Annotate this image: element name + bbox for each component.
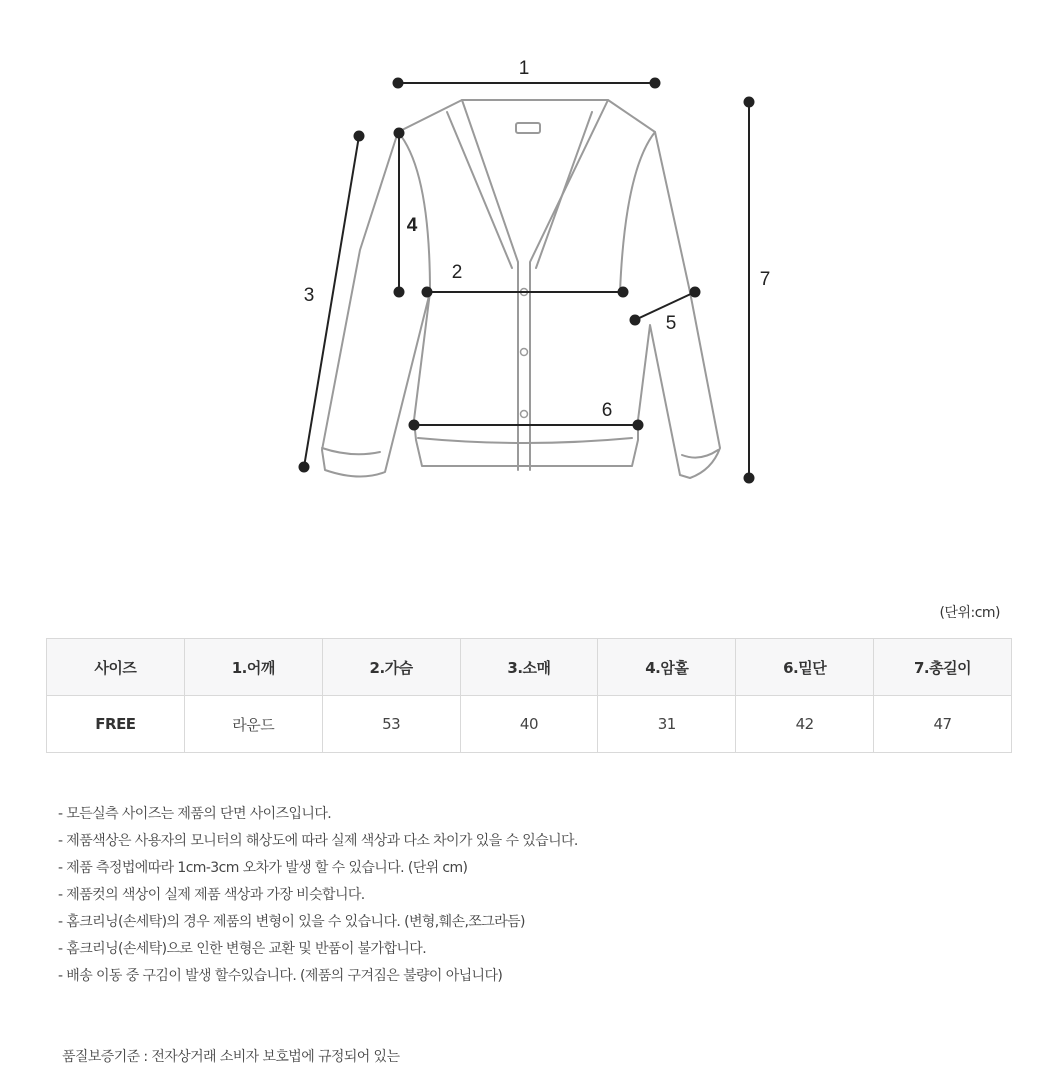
size-table — [46, 638, 1012, 753]
cell-total-length: 47 — [874, 696, 1012, 753]
measure-dot — [394, 79, 403, 88]
cell-chest: 53 — [322, 696, 460, 753]
measure-label-3: 3 — [303, 285, 315, 306]
measure-dot — [410, 421, 419, 430]
note-item: - 제품색상은 사용자의 모니터의 해상도에 따라 실제 색상과 다소 차이가 있을 수 있습니다. — [58, 833, 578, 849]
measure-dot — [355, 132, 364, 141]
note-item: - 배송 이동 중 구김이 발생 할수있습니다. (제품의 구겨짐은 불량이 아닙니다) — [58, 968, 503, 984]
table-row — [47, 696, 1012, 753]
header-hem: 6.밑단 — [736, 639, 874, 696]
measure-dot — [634, 421, 643, 430]
cell-hem: 42 — [736, 696, 874, 753]
measurement-lines — [300, 79, 754, 483]
measure-dot — [395, 288, 404, 297]
header-armhole: 4.암홀 — [598, 639, 736, 696]
header-total-length: 7.총길이 — [874, 639, 1012, 696]
header-shoulder: 1.어깨 — [184, 639, 322, 696]
measure-dot — [745, 98, 754, 107]
table-header-row — [47, 639, 1012, 696]
measure-dot — [619, 288, 628, 297]
measure-label-6: 6 — [601, 400, 613, 421]
header-size: 사이즈 — [47, 639, 185, 696]
measure-dot — [651, 79, 660, 88]
note-item: - 제품 측정법에따라 1cm-3cm 오차가 발생 할 수 있습니다. (단위 cm) — [58, 860, 468, 876]
measure-dot — [745, 474, 754, 483]
cardigan-buttons — [521, 289, 528, 418]
button-dot — [521, 349, 528, 356]
header-chest: 2.가슴 — [322, 639, 460, 696]
header-sleeve: 3.소매 — [460, 639, 598, 696]
button-dot — [521, 411, 528, 418]
unit-label: (단위:cm) — [939, 605, 1000, 621]
measure-dot — [395, 129, 404, 138]
cell-sleeve: 40 — [460, 696, 598, 753]
measure-label-2: 2 — [451, 262, 463, 283]
note-item: - 모든실측 사이즈는 제품의 단면 사이즈입니다. — [58, 806, 332, 822]
measure-label-7: 7 — [759, 269, 771, 290]
quality-guarantee-note: 품질보증기준 : 전자상거래 소비자 보호법에 규정되어 있는 — [62, 1049, 400, 1065]
measure-dot — [691, 288, 700, 297]
cell-size: FREE — [47, 696, 185, 753]
measure-dot — [423, 288, 432, 297]
measure-label-1: 1 — [518, 58, 530, 79]
cell-armhole: 31 — [598, 696, 736, 753]
cell-shoulder: 라운드 — [184, 696, 322, 753]
measure-label-4: 4 — [406, 215, 418, 236]
notes-list — [58, 803, 578, 992]
measure-dot — [300, 463, 309, 472]
note-item: - 홈크리닝(손세탁)으로 인한 변형은 교환 및 반품이 불가합니다. — [58, 941, 427, 957]
note-item: - 홈크리닝(손세탁)의 경우 제품의 변형이 있을 수 있습니다. (변형,훼손,쪼그라듬) — [58, 914, 525, 930]
measure-label-5: 5 — [665, 313, 677, 334]
measure-dot — [631, 316, 640, 325]
note-item: - 제품컷의 색상이 실제 제품 색상과 가장 비슷합니다. — [58, 887, 365, 903]
